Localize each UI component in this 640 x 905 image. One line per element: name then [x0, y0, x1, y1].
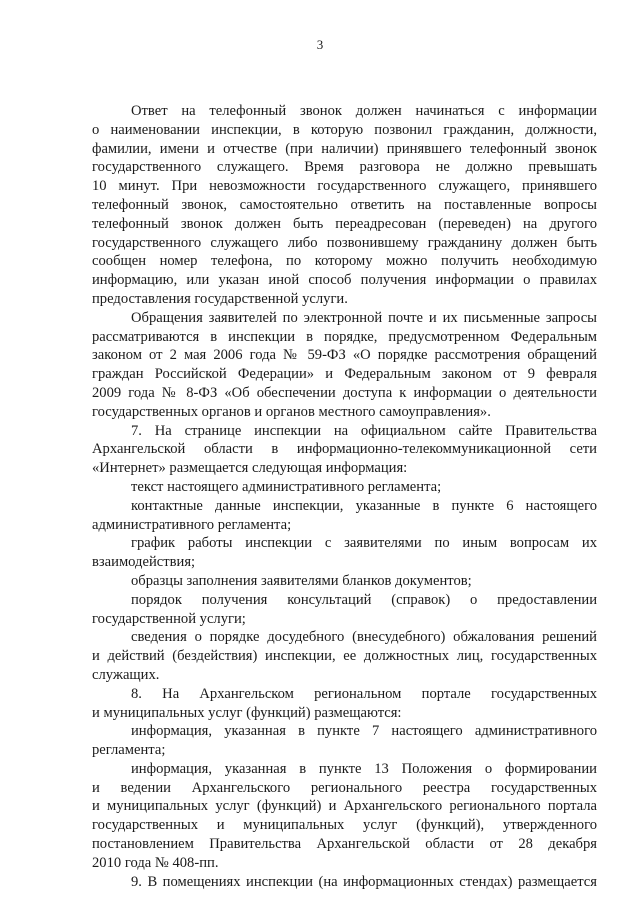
text-line: и муниципальных услуг (функций) размещаются:	[92, 704, 402, 721]
text-line: административного регламента;	[92, 516, 292, 533]
text-line: государственной услуги;	[92, 610, 246, 627]
page-number: 3	[316, 37, 324, 52]
text-line: график работы инспекции с заявителями по иным вопросам их	[131, 535, 597, 552]
text-line: текст настоящего административного регламента;	[131, 478, 442, 495]
text-line: рассматриваются в инспекции в порядке, предусмотренном Федеральным	[92, 328, 597, 345]
text-line: 10 минут. При невозможности государственного служащего, принявшего	[92, 178, 597, 195]
text-line: информацию, или указан иной способ получения информации о правилах	[92, 272, 597, 289]
text-line: законом от 2 мая 2006 года № 59-ФЗ «О порядке рассмотрения обращений	[92, 347, 597, 364]
text-line: государственного служащего. Время разговора не должно превышать	[92, 159, 597, 176]
text-line: граждан Российской Федерации» и Федеральным законом от 9 февраля	[92, 366, 597, 383]
text-line: телефонный звонок, самостоятельно ответить на поставленные вопросы	[92, 196, 597, 213]
text-line: 2009 года № 8-ФЗ «Об обеспечении доступа к информации о деятельности	[92, 384, 597, 401]
text-line: информация, указанная в пункте 13 Положения о формировании	[131, 760, 597, 777]
text-line: служащих.	[92, 666, 160, 683]
text-line: сведения о порядке досудебного (внесудебного) обжалования решений	[131, 629, 597, 646]
text-line: взаимодействия;	[92, 554, 196, 571]
text-line: 8. На Архангельском региональном портале государственных	[131, 685, 597, 702]
text-line: регламента;	[92, 742, 166, 759]
text-line: предоставления государственной услуги.	[92, 290, 348, 307]
text-line: государственного служащего либо позвонившему гражданину должен быть	[92, 234, 597, 251]
text-line: Архангельской области в информационно-телекоммуникационной сети	[92, 441, 597, 458]
text-line: и муниципальных услуг (функций) и Архангельского регионального портала	[92, 798, 597, 815]
document-body	[92, 102, 597, 891]
text-line: порядок получения консультаций (справок) о предоставлении	[131, 591, 597, 608]
text-line: государственных и муниципальных услуг (функций), утвержденного	[92, 817, 597, 834]
text-line: телефонный звонок должен быть переадресован (переведен) на другого	[92, 215, 597, 232]
text-line: информация, указанная в пункте 7 настоящего административного	[131, 723, 597, 740]
text-line: фамилии, имени и отчестве (при наличии) принявшего телефонный звонок	[92, 140, 597, 157]
text-line: Ответ на телефонный звонок должен начинаться с информации	[131, 103, 597, 119]
text-line: 7. На странице инспекции на официальном сайте Правительства	[131, 422, 597, 439]
text-line: и ведении Архангельского регионального реестра государственных	[92, 779, 597, 796]
text-line: о наименовании инспекции, в которую позвонил гражданин, должности,	[92, 121, 597, 138]
text-line: постановлением Правительства Архангельской области от 28 декабря	[92, 836, 597, 853]
text-line: «Интернет» размещается следующая информация:	[92, 460, 408, 477]
text-line: контактные данные инспекции, указанные в пункте 6 настоящего	[131, 497, 597, 514]
text-line: 2010 года № 408-пп.	[92, 854, 219, 871]
text-line: Обращения заявителей по электронной почте и их письменные запросы	[131, 309, 597, 326]
text-line: образцы заполнения заявителями бланков документов;	[131, 572, 472, 589]
text-line: сообщен номер телефона, по которому можно получить необходимую	[92, 253, 597, 270]
text-line: 9. В помещениях инспекции (на информационных стендах) размещается	[131, 873, 597, 890]
text-line: и действий (бездействия) инспекции, ее должностных лиц, государственных	[92, 648, 597, 665]
text-line: государственных органов и органов местного самоуправления».	[92, 403, 491, 420]
